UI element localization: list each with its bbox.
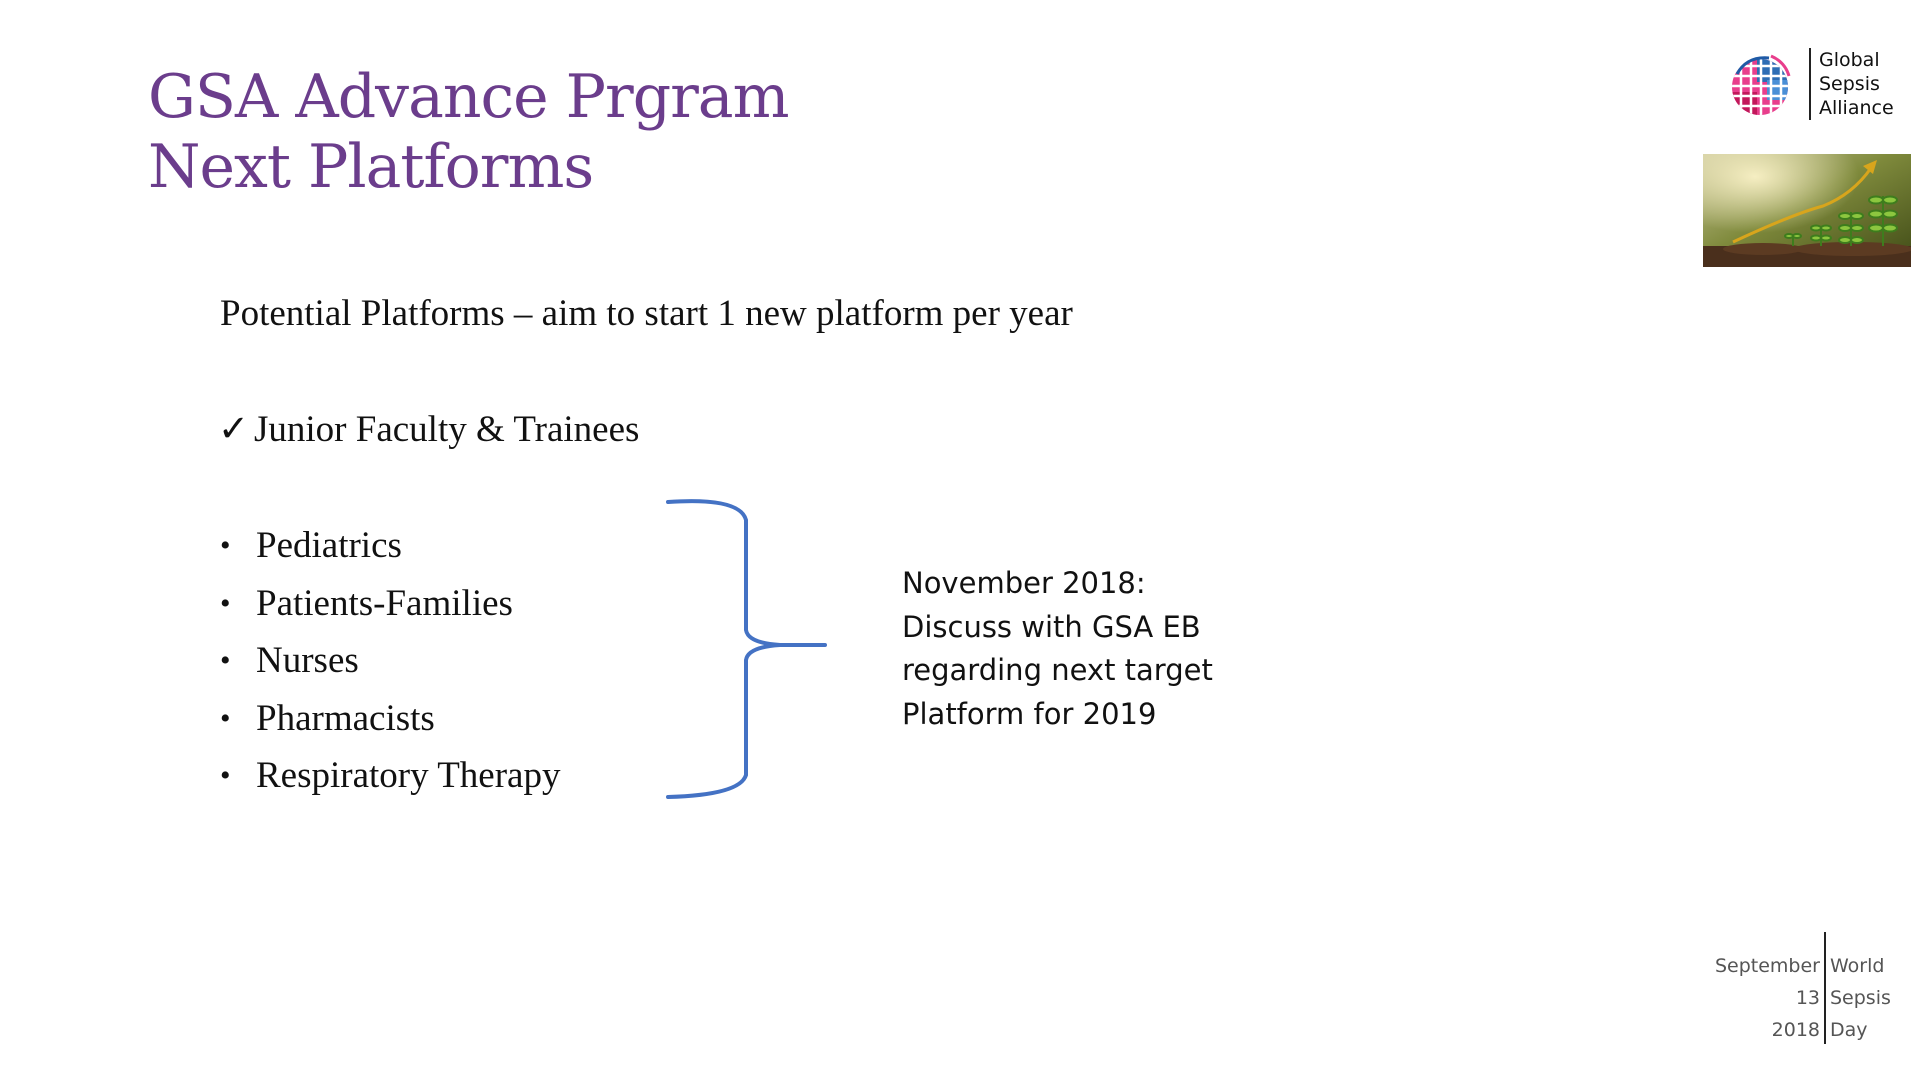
note-line-3: regarding next target (902, 653, 1213, 687)
note-line-1: November 2018: (902, 566, 1146, 600)
list-item (220, 695, 560, 753)
list-item-label: Patients-Families (256, 582, 513, 624)
bullet-icon: • (220, 529, 231, 562)
logo-divider (1809, 48, 1811, 120)
logo-line-3: Alliance (1819, 97, 1894, 119)
list-item-label: Respiratory Therapy (256, 755, 561, 796)
slide-title (148, 62, 788, 202)
wsd-month: September (1714, 955, 1820, 977)
wsd-divider (1824, 932, 1826, 1044)
logo-line-1: Global (1819, 49, 1880, 71)
wsd-day: 13 (1795, 987, 1820, 1009)
globe-icon (1727, 52, 1793, 118)
world-sepsis-day-mark (1700, 932, 1900, 1047)
list-item-label: Pharmacists (256, 697, 435, 739)
wsd-word-1: World (1830, 955, 1885, 977)
title-line-2: Next Platforms (148, 132, 594, 202)
wsd-year: 2018 (1771, 1019, 1820, 1041)
title-line-1: GSA Advance Prgram (148, 62, 789, 132)
logo-line-2: Sepsis (1819, 73, 1880, 95)
checkmark-icon: ✓ (218, 409, 250, 450)
bullet-icon: • (220, 586, 231, 620)
bullet-icon: • (220, 644, 231, 677)
note-line-4: Platform for 2019 (902, 696, 1157, 731)
checked-item (218, 407, 639, 451)
wsd-word-2: Sepsis (1830, 987, 1891, 1009)
checked-item-label: Junior Faculty & Trainees (254, 409, 640, 450)
growing-plants-arrow-image (1703, 154, 1911, 267)
wsd-word-3: Day (1830, 1019, 1868, 1041)
list-item (220, 522, 560, 580)
bullet-icon: • (220, 759, 231, 792)
wsd-name (1830, 950, 1891, 1046)
list-item-label: Nurses (256, 640, 359, 681)
discussion-note (902, 562, 1213, 736)
bullet-icon: • (220, 701, 231, 735)
note-line-2: Discuss with GSA EB (902, 609, 1201, 644)
right-brace-icon (660, 495, 830, 805)
platform-list (220, 522, 560, 810)
list-item (220, 752, 560, 810)
gsa-logo (1727, 48, 1897, 122)
list-item (220, 637, 560, 695)
wsd-date (1680, 950, 1820, 1046)
list-item (220, 580, 560, 638)
logo-text (1819, 48, 1894, 120)
lead-text: Potential Platforms – aim to start 1 new platform per year (220, 293, 1073, 334)
list-item-label: Pediatrics (256, 525, 402, 566)
